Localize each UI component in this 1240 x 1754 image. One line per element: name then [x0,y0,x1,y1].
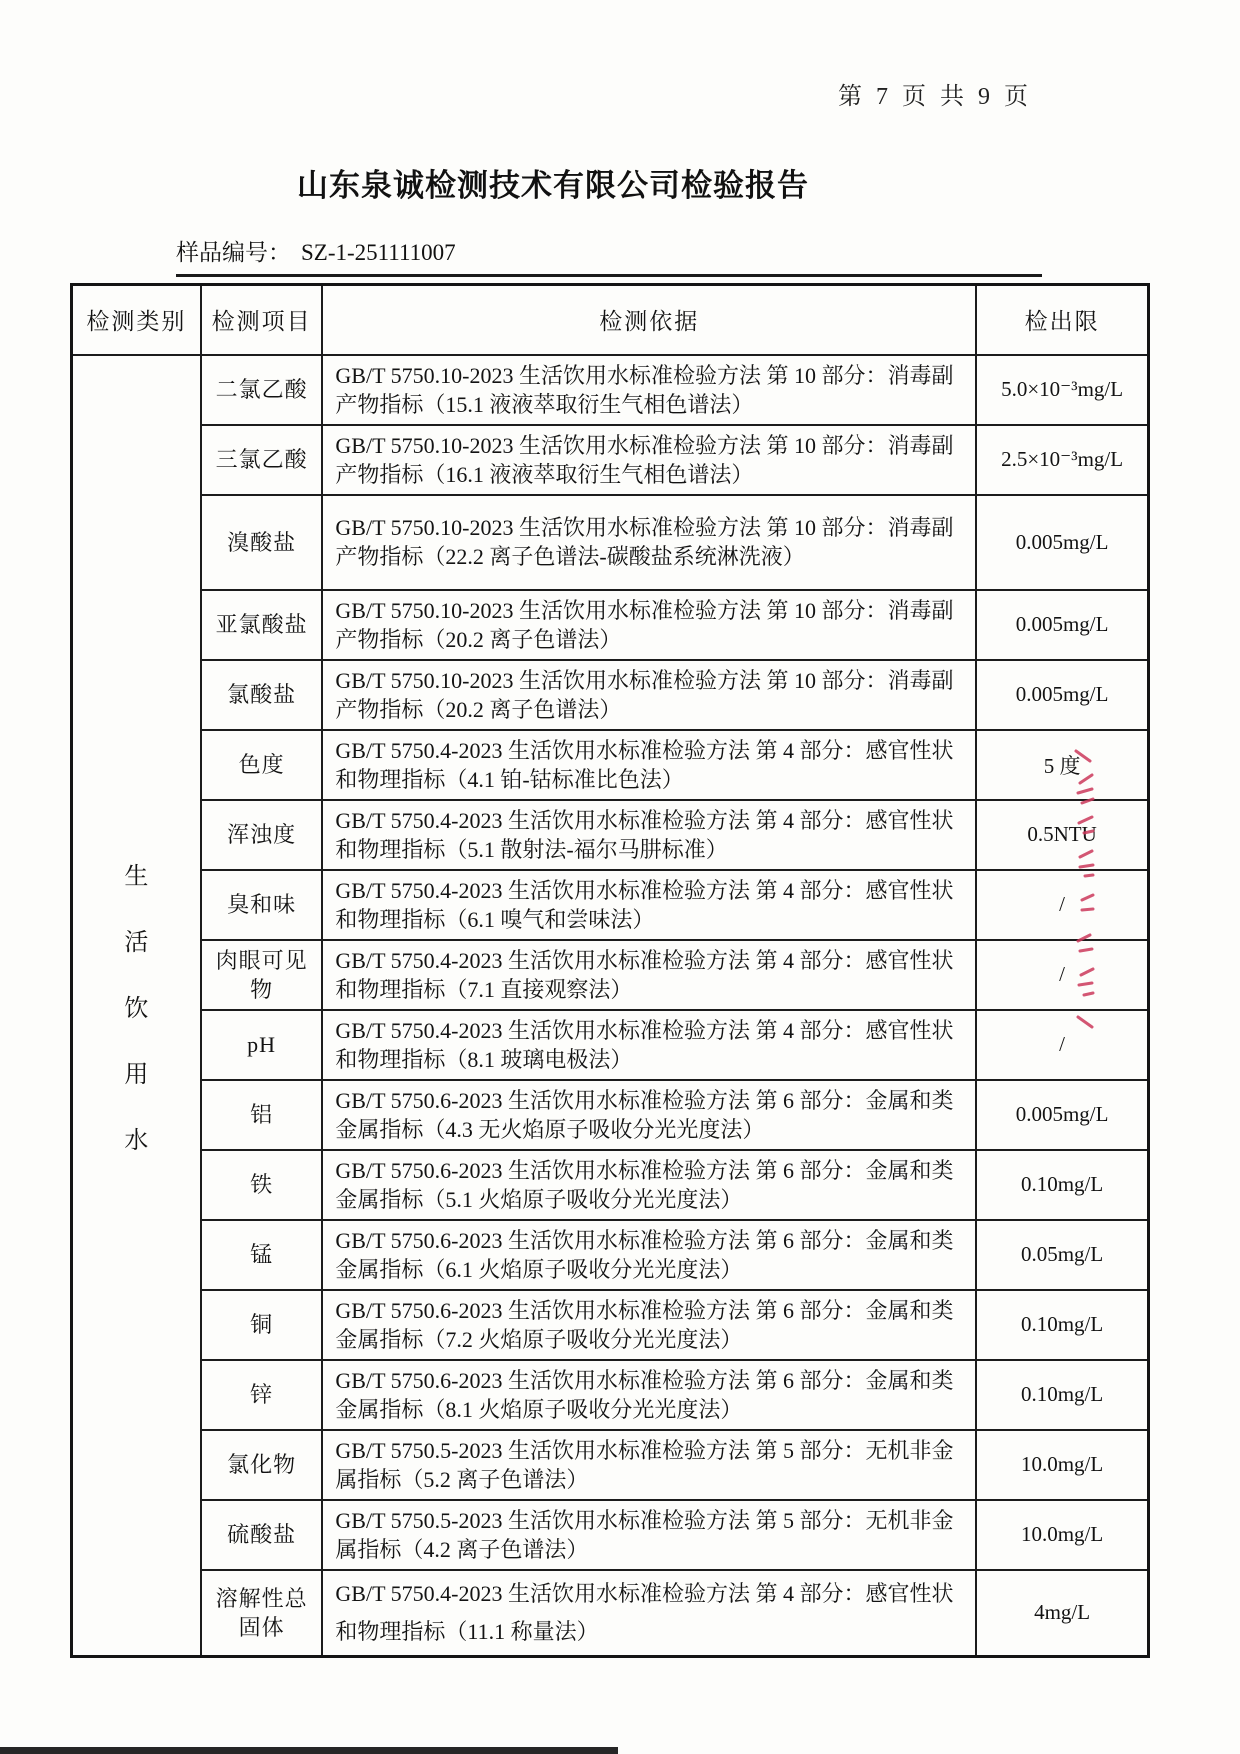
report-title: 山东泉诚检测技术有限公司检验报告 [297,168,809,203]
table-row [72,425,1149,495]
limit-cell: / [976,870,1148,940]
limit-cell: 0.005mg/L [976,1080,1148,1150]
col-header-limit: 检出限 [976,285,1148,355]
item-cell: 臭和味 [201,870,323,940]
limit-cell: 0.005mg/L [976,660,1148,730]
limit-cell: 4mg/L [976,1570,1148,1657]
limit-cell: / [976,1010,1148,1080]
page-number: 第 7 页 共 9 页 [838,84,1032,110]
category-char: 水 [124,1127,149,1154]
item-cell: 锰 [201,1220,323,1290]
table-row [72,1220,1149,1290]
item-cell: 色度 [201,730,323,800]
limit-cell: 5 度 [976,730,1148,800]
basis-cell: GB/T 5750.5-2023 生活饮用水标准检验方法 第 5 部分：无机非金属指标（5.2 离子色谱法） [322,1430,976,1500]
basis-cell: GB/T 5750.4-2023 生活饮用水标准检验方法 第 4 部分：感官性状和物理指标（4.1 铂-钴标准比色法） [322,730,976,800]
item-cell: 三氯乙酸 [201,425,323,495]
col-header-item: 检测项目 [201,285,323,355]
limit-cell: 0.10mg/L [976,1360,1148,1430]
limit-cell: 0.05mg/L [976,1220,1148,1290]
limit-cell: 0.005mg/L [976,590,1148,660]
table-row [72,495,1149,590]
item-cell: 二氯乙酸 [201,355,323,425]
basis-cell: GB/T 5750.5-2023 生活饮用水标准检验方法 第 5 部分：无机非金属指标（4.2 离子色谱法） [322,1500,976,1570]
table-row [72,1430,1149,1500]
category-char: 生 [124,863,149,890]
limit-cell: 0.005mg/L [976,495,1148,590]
basis-cell: GB/T 5750.10-2023 生活饮用水标准检验方法 第 10 部分：消毒副产物指标（22.2 离子色谱法-碳酸盐系统淋洗液） [322,495,976,590]
limit-cell: 10.0mg/L [976,1430,1148,1500]
category-vertical-label [74,856,199,1155]
table-row [72,355,1149,425]
basis-cell: GB/T 5750.6-2023 生活饮用水标准检验方法 第 6 部分：金属和类金属指标（8.1 火焰原子吸收分光光度法） [322,1360,976,1430]
test-methods-table [70,283,1150,1658]
col-header-basis: 检测依据 [322,285,976,355]
limit-cell: 0.10mg/L [976,1150,1148,1220]
category-char: 用 [124,1061,149,1088]
basis-cell: GB/T 5750.10-2023 生活饮用水标准检验方法 第 10 部分：消毒副产物指标（15.1 液液萃取衍生气相色谱法） [322,355,976,425]
basis-cell: GB/T 5750.6-2023 生活饮用水标准检验方法 第 6 部分：金属和类金属指标（7.2 火焰原子吸收分光光度法） [322,1290,976,1360]
item-cell: 溴酸盐 [201,495,323,590]
item-cell: 铝 [201,1080,323,1150]
item-cell: 溶解性总固体 [201,1570,323,1657]
category-char: 饮 [124,995,149,1022]
basis-cell: GB/T 5750.4-2023 生活饮用水标准检验方法 第 4 部分：感官性状和物理指标（5.1 散射法-福尔马肼标准） [322,800,976,870]
category-char: 活 [124,929,149,956]
col-header-category: 检测类别 [72,285,201,355]
basis-cell: GB/T 5750.4-2023 生活饮用水标准检验方法 第 4 部分：感官性状和物理指标（6.1 嗅气和尝味法） [322,870,976,940]
table-row [72,1010,1149,1080]
item-cell: pH [201,1010,323,1080]
item-cell: 肉眼可见物 [201,940,323,1010]
basis-cell: GB/T 5750.6-2023 生活饮用水标准检验方法 第 6 部分：金属和类金属指标（5.1 火焰原子吸收分光光度法） [322,1150,976,1220]
basis-cell: GB/T 5750.6-2023 生活饮用水标准检验方法 第 6 部分：金属和类金属指标（4.3 无火焰原子吸收分光光度法） [322,1080,976,1150]
basis-cell: GB/T 5750.4-2023 生活饮用水标准检验方法 第 4 部分：感官性状和物理指标（7.1 直接观察法） [322,940,976,1010]
table-row [72,1360,1149,1430]
scan-artifact-line [0,1747,618,1754]
limit-cell: 5.0×10⁻³mg/L [976,355,1148,425]
item-cell: 浑浊度 [201,800,323,870]
basis-cell: GB/T 5750.10-2023 生活饮用水标准检验方法 第 10 部分：消毒副产物指标（20.2 离子色谱法） [322,660,976,730]
table-row [72,1080,1149,1150]
table-header-row [72,285,1149,355]
limit-cell: 2.5×10⁻³mg/L [976,425,1148,495]
table-row [72,730,1149,800]
table-row [72,800,1149,870]
table-row [72,1570,1149,1657]
item-cell: 铁 [201,1150,323,1220]
limit-cell: 0.5NTU [976,800,1148,870]
sample-number-label: 样品编号： [176,240,291,265]
basis-cell: GB/T 5750.10-2023 生活饮用水标准检验方法 第 10 部分：消毒副产物指标（16.1 液液萃取衍生气相色谱法） [322,425,976,495]
basis-cell: GB/T 5750.4-2023 生活饮用水标准检验方法 第 4 部分：感官性状和物理指标（11.1 称量法） [322,1570,976,1657]
table-row [72,1150,1149,1220]
table-row [72,940,1149,1010]
basis-cell: GB/T 5750.10-2023 生活饮用水标准检验方法 第 10 部分：消毒副产物指标（20.2 离子色谱法） [322,590,976,660]
limit-cell: 10.0mg/L [976,1500,1148,1570]
table-body [72,355,1149,1657]
basis-cell: GB/T 5750.6-2023 生活饮用水标准检验方法 第 6 部分：金属和类金属指标（6.1 火焰原子吸收分光光度法） [322,1220,976,1290]
sample-number-value: SZ-1-251111007 [301,240,456,265]
item-cell: 硫酸盐 [201,1500,323,1570]
table-row [72,1500,1149,1570]
table-row [72,660,1149,730]
table-row [72,870,1149,940]
item-cell: 铜 [201,1290,323,1360]
limit-cell: / [976,940,1148,1010]
limit-cell: 0.10mg/L [976,1290,1148,1360]
basis-cell: GB/T 5750.4-2023 生活饮用水标准检验方法 第 4 部分：感官性状和物理指标（8.1 玻璃电极法） [322,1010,976,1080]
item-cell: 氯酸盐 [201,660,323,730]
item-cell: 锌 [201,1360,323,1430]
sample-number-line [176,234,1042,277]
table-row [72,1290,1149,1360]
item-cell: 氯化物 [201,1430,323,1500]
item-cell: 亚氯酸盐 [201,590,323,660]
category-cell-drinking-water [72,355,201,1657]
table-row [72,590,1149,660]
